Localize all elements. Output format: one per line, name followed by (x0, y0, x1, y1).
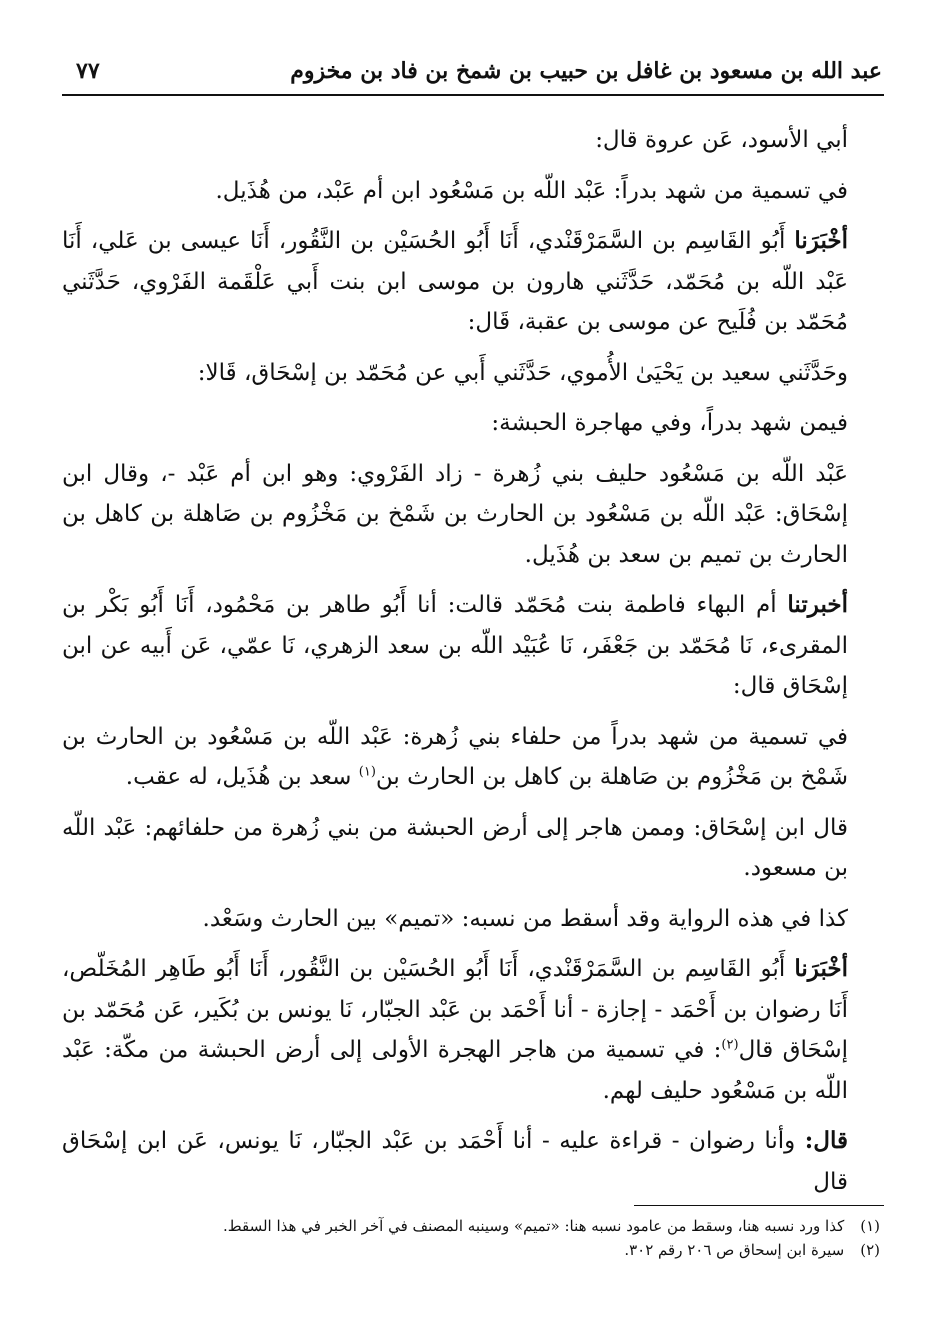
page-header (62, 58, 884, 96)
paragraph (62, 1121, 884, 1202)
paragraph (62, 899, 884, 940)
paragraph (62, 949, 884, 1111)
paragraph-text: قال ابن إسْحَاق: وممن هاجر إلى أرض الحبشة من بني زُهرة من حلفائهم: عَبْد اللّه بن مسعود. (62, 814, 848, 881)
paragraph-text: أبي الأسود، عَن عروة قال: (595, 127, 848, 153)
paragraph-text: فيمن شهد بدراً، وفي مهاجرة الحبشة: (491, 410, 848, 436)
paragraph-text: أَبُو القَاسِم بن السَّمَرْقَنْدي، أَنَا أَبُو الحُسَيْن بن النَّقُور، أَنَا عيسى بن عَلي، أَنَا عَبْد اللّه بن مُحَمّد، حَدَّثَني هارون بن موسى ابن بنت أَبي عَلْقَمة الفَرْوي، حَدَّثَني مُحَمّد بن فُلَيح عن موسى بن عقبة، قَال: (62, 228, 848, 335)
paragraph-lead-word: أخْبَرَنا (794, 955, 848, 982)
paragraph-text: سعد بن هُذَيل، له عقب. (125, 764, 359, 790)
footnote-text: كذا ورد نسبه هنا، وسقط من عامود نسبه هنا: «تميم» وسينبه المصنف في آخر الخبر في هذا السقط. (223, 1217, 845, 1235)
paragraph-text: وحَدَّثَني سعيد بن يَحْيَىٰ الأُموي، حَدَّثَني أَبي عن مُحَمّد بن إسْحَاق، قَالا: (197, 359, 848, 386)
footnote-number: (١) (860, 1217, 880, 1235)
paragraph-text: وأنا رضوان - قراءة عليه - أنا أَحْمَد بن عَبْد الجبّار، نَا يونس، عَن ابن إسْحَاق قال (62, 1128, 848, 1195)
paragraph-text: : في تسمية من هاجر الهجرة الأولى إلى أرض الحبشة من مكّة: عَبْد اللّه بن مَسْعُود حليف لهم. (62, 1037, 848, 1104)
footnote (62, 1238, 884, 1262)
paragraph (62, 171, 884, 212)
page-number: ٧٧ (76, 58, 100, 84)
paragraph (62, 353, 884, 394)
footnote (62, 1214, 884, 1238)
paragraph (62, 717, 884, 798)
footnote-divider (634, 1205, 884, 1206)
paragraph-text: عَبْد اللّه بن مَسْعُود حليف بني زُهرة - زاد الفَرْوي: وهو ابن أم عَبْد -، وقال ابن إسْحَاق: عَبْد اللّه بن مَسْعُود بن الحارث بن شَمْخ بن مَخْزُوم بن صَاهلة بن كاهل بن الحارث بن تميم بن سعد بن هُذَيل. (62, 460, 848, 568)
paragraph (62, 808, 884, 889)
footnote-text: سيرة ابن إسحاق ص ٢٠٦ رقم ٣٠٢. (624, 1241, 845, 1259)
paragraph (62, 221, 884, 343)
footnote-marker[interactable]: (٢) (721, 1037, 739, 1053)
paragraph-text: كذا في هذه الرواية وقد أسقط من نسبه: «تميم» بين الحارث وسَعْد. (202, 905, 848, 932)
running-title: عبد الله بن مسعود بن غافل بن حبيب بن شمخ بن فاد بن مخزوم (290, 58, 882, 84)
footnote-number: (٢) (860, 1241, 880, 1259)
paragraph-lead-word: قال: (804, 1127, 848, 1154)
paragraph (62, 454, 884, 576)
paragraph (62, 120, 884, 161)
paragraph-lead-word: أخبرتنا (787, 591, 848, 618)
paragraph-lead-word: أخْبَرَنا (794, 227, 848, 254)
paragraph-text: أَبُو القَاسِم بن السَّمَرْقَنْدي، أَنَا أَبُو الحُسَيْن بن النَّقُور، أَنَا أَبُو طَاهِر المُخَلّص، أَنَا رضوان بن أَحْمَد - إجازة - أنا أَحْمَد بن عَبْد الجبّار، نَا يونس بن بُكَير، عَن مُحَمّد بن إسْحَاق قال (62, 956, 848, 1063)
paragraph-text: في تسمية من شهد بدراً من حلفاء بني زُهرة: عَبْد اللّه بن مَسْعُود بن الحارث بن شَمْخ بن مَخْزُوم بن صَاهلة بن كاهل بن الحارث بن (62, 723, 848, 790)
paragraph-text: أم البهاء فاطمة بنت مُحَمّد قالت: أنا أَبُو طاهر بن مَحْمُود، أَنَا أَبُو بَكْر بن المقرىء، نَا مُحَمّد بن جَعْفَر، نَا عُبَيْد اللّه بن سعد الزهري، نَا عمّي، عَن أَبيه عن ابن إسْحَاق قال: (62, 592, 848, 699)
footnote-marker[interactable]: (١) (358, 764, 376, 780)
footnotes (62, 1205, 884, 1262)
body-text (62, 120, 884, 1202)
paragraph (62, 585, 884, 707)
paragraph-text: في تسمية من شهد بدراً: عَبْد اللّه بن مَسْعُود ابن أم عَبْد، من هُذَيل. (215, 177, 848, 204)
paragraph (62, 403, 884, 444)
